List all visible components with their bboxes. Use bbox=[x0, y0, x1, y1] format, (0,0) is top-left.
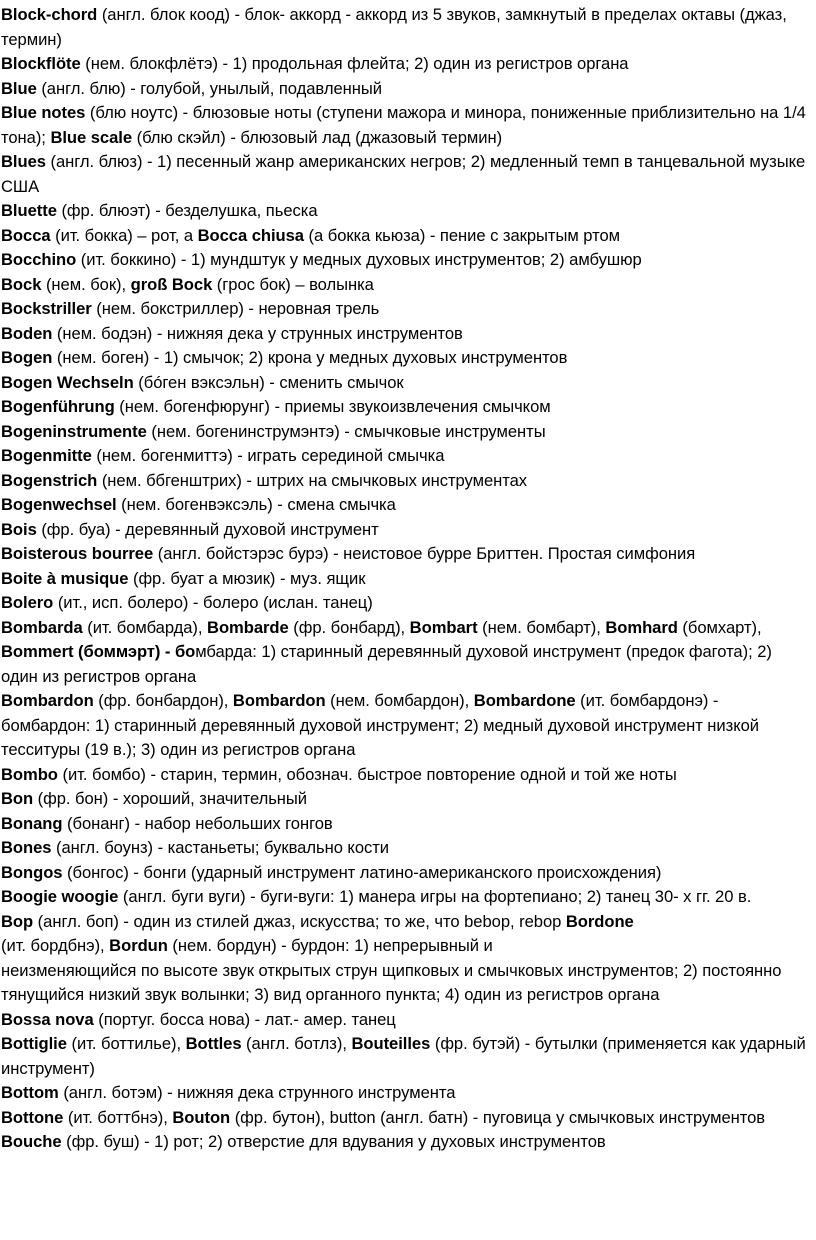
entry-definition: (бомхарт), bbox=[677, 617, 762, 637]
entry-definition: неизменяющийся по высоте звук открытых струн щипковых и смычковых инструментов; 2) постоянно тянущийся низкий звук волынки; 3) вид органного пункта; 4) один из регистров органа bbox=[1, 960, 782, 1004]
entry-term: Bombarde bbox=[207, 617, 289, 637]
entry-definition: (англ. ботэм) - нижняя дека струнного инструмента bbox=[58, 1083, 456, 1102]
entry-definition: (нем. ббгенштрих) - штрих на смычковых инструментах bbox=[97, 470, 528, 490]
entry-definition: (англ. боунз) - кастаньеты; буквально кости bbox=[51, 838, 390, 857]
dictionary-entry bbox=[1, 101, 808, 150]
entry-definition: (бонанг) - набор небольших гонгов bbox=[62, 813, 333, 833]
dictionary-entry bbox=[1, 346, 808, 371]
entry-definition: (бонгос) - бонги (ударный инструмент латино-американского происхождения) bbox=[62, 862, 662, 882]
entry-definition: (нем. богенвэксэль) - смена смычка bbox=[116, 495, 396, 514]
dictionary-entry bbox=[1, 1106, 808, 1131]
entry-term: Blue bbox=[1, 78, 37, 98]
entry-definition: (фр. буа) - деревянный духовой инструмент bbox=[36, 519, 379, 539]
entry-term: Bombart bbox=[409, 617, 478, 637]
entry-definition: (нем. блокфлётэ) - 1) продольная флейта; 2) один из регистров органа bbox=[80, 54, 629, 73]
entry-term: Bombardon bbox=[1, 691, 94, 710]
entry-term: Boite à musique bbox=[1, 568, 129, 588]
entry-term: Bouteilles bbox=[351, 1034, 431, 1053]
entry-term: Bock bbox=[1, 274, 42, 294]
dictionary-entry bbox=[1, 420, 808, 445]
dictionary-entry bbox=[1, 763, 808, 788]
dictionary-entry bbox=[1, 395, 808, 420]
dictionary-entry bbox=[1, 77, 808, 102]
entry-term: Bogenstrich bbox=[1, 470, 98, 490]
entry-term: Bombardon bbox=[232, 691, 326, 710]
entry-definition: (англ. боп) - один из стилей джаз, искусства; то же, что bebop, rebop bbox=[33, 911, 566, 931]
entry-definition: (нем. бок), bbox=[41, 274, 131, 294]
entry-definition: (ит. боккино) - 1) мундштук у медных духовых инструментов; 2) амбушюр bbox=[76, 250, 642, 269]
entry-term: Boogie woogie bbox=[1, 887, 119, 906]
entry-term: Bottone bbox=[1, 1107, 64, 1127]
entry-definition: (англ. буги вуги) - буги-вуги: 1) манера игры на фортепиано; 2) танец 30- х гг. 20 в. bbox=[118, 887, 752, 906]
entry-definition: (ит. бомбо) - старин, термин, обознач. быстрое повторение одной и той же ноты bbox=[57, 764, 677, 784]
entry-term: Blue scale bbox=[50, 127, 133, 147]
entry-term: Bogenführung bbox=[1, 397, 115, 416]
dictionary-entry bbox=[1, 1130, 808, 1155]
entry-definition: (англ. блюз) - 1) песенный жанр американских негров; 2) медленный темп в танцевальной музыке США bbox=[1, 152, 806, 196]
entry-term: Bois bbox=[1, 519, 37, 539]
entry-definition: (ит. бокка) – рот, а bbox=[50, 225, 198, 245]
entry-definition: (нем. богенфюрунг) - приемы звукоизвлечения смычком bbox=[114, 397, 551, 416]
entry-term: Bocchino bbox=[1, 250, 77, 269]
entry-term: Bockstriller bbox=[1, 299, 92, 318]
dictionary-entry bbox=[1, 297, 808, 322]
entry-term: Bommert (боммэрт) - бо bbox=[1, 642, 196, 661]
entry-term: Bombardone bbox=[473, 691, 576, 710]
dictionary-entry bbox=[1, 371, 808, 396]
entry-term: Bouton bbox=[172, 1107, 231, 1127]
entry-definition: (англ. ботлз), bbox=[241, 1034, 352, 1053]
entry-definition: (ит. боттбнэ), bbox=[63, 1107, 173, 1127]
entry-term: Bon bbox=[1, 789, 34, 808]
entry-definition: (ит. бомбарда), bbox=[82, 617, 208, 637]
entry-definition: (нем. бомбарт), bbox=[477, 617, 606, 637]
entry-term: Bogenwechsel bbox=[1, 495, 117, 514]
entry-term: Bop bbox=[1, 911, 34, 931]
entry-definition: (ит. бомбардонэ) - бомбардон: 1) старинный деревянный духовой инструмент; 2) медный духовой инструмент низкой тесситуры (19 в.); 3) один из регистров органа bbox=[1, 691, 759, 759]
entry-definition: (блю ноутс) - блюзовые ноты (ступени мажора и минора, пониженные приблизительно на 1/4 тона); bbox=[1, 103, 806, 147]
entry-term: Blues bbox=[1, 152, 46, 171]
dictionary-entry bbox=[1, 444, 808, 469]
dictionary-entry bbox=[1, 616, 808, 690]
entry-term: Bolero bbox=[1, 593, 54, 612]
entry-term: groß Bock bbox=[130, 274, 213, 294]
entry-definition: (фр. бонбардон), bbox=[93, 691, 233, 710]
entry-definition: (нем. бордун) - бурдон: 1) непрерывный и bbox=[167, 936, 493, 955]
dictionary-entry bbox=[1, 591, 808, 616]
entry-definition: (нем. бодэн) - нижняя дека у струнных инструментов bbox=[52, 323, 463, 343]
dictionary-entry bbox=[1, 1081, 808, 1106]
dictionary-entry bbox=[1, 542, 808, 567]
entry-term: Bogen Wechseln bbox=[1, 372, 134, 392]
entry-term: Bogeninstrumente bbox=[1, 421, 147, 441]
dictionary-entry bbox=[1, 787, 808, 812]
entry-term: Bones bbox=[1, 838, 52, 857]
entry-definition: (англ. бойстэрэс бурэ) - неистовое бурре Бриттен. Простая симфония bbox=[153, 544, 696, 563]
dictionary-entry bbox=[1, 812, 808, 837]
entry-term: Bluette bbox=[1, 201, 57, 220]
entry-definition: (ит. бордбнэ), bbox=[1, 936, 110, 955]
entry-term: Bongos bbox=[1, 862, 63, 882]
entry-definition: (португ. босса нова) - лат.- амер. танец bbox=[93, 1009, 396, 1029]
entry-definition: (англ. блю) - голубой, унылый, подавленный bbox=[36, 78, 382, 98]
dictionary-entry bbox=[1, 52, 808, 77]
dictionary-entry bbox=[1, 3, 808, 52]
dictionary-entry bbox=[1, 224, 808, 249]
dictionary-entry bbox=[1, 273, 808, 298]
entry-definition: (нем. боген) - 1) смычок; 2) крона у медных духовых инструментов bbox=[52, 348, 568, 367]
entry-term: Bordun bbox=[109, 936, 168, 955]
entry-definition: (грос бок) – волынка bbox=[212, 274, 374, 294]
entry-definition: (фр. бутон), button (англ. батн) - пуговица у смычковых инструментов bbox=[230, 1107, 766, 1127]
dictionary-entry bbox=[1, 567, 808, 592]
entry-definition: (фр. буат а мюзик) - муз. ящик bbox=[128, 568, 366, 588]
entry-term: Bottom bbox=[1, 1083, 59, 1102]
dictionary-entry bbox=[1, 248, 808, 273]
dictionary-entry bbox=[1, 689, 808, 763]
entry-definition: (фр. бон) - хороший, значительный bbox=[33, 789, 308, 808]
entry-term: Bottles bbox=[185, 1034, 242, 1053]
dictionary-entry bbox=[1, 493, 808, 518]
dictionary-entry bbox=[1, 1032, 808, 1081]
entry-term: Bocca bbox=[1, 225, 51, 245]
dictionary-entry bbox=[1, 518, 808, 543]
entry-term: Bossa nova bbox=[1, 1009, 94, 1029]
entry-term: Bombo bbox=[1, 764, 58, 784]
dictionary-entry bbox=[1, 861, 808, 886]
entry-definition: (нем. бокстриллер) - неровная трель bbox=[91, 299, 380, 318]
entry-definition: (ит., исп. болеро) - болеро (ислан. танец) bbox=[53, 593, 373, 612]
entry-term: Bordone bbox=[565, 911, 634, 931]
entry-definition: (фр. бутэй) - бутылки (применяется как ударный инструмент) bbox=[1, 1034, 806, 1078]
entry-definition: (англ. блок коод) - блок- аккорд - аккорд из 5 звуков, замкнутый в пределах октавы (джаз, термин) bbox=[1, 5, 787, 49]
dictionary-entry bbox=[1, 150, 808, 199]
entry-definition: (ит. боттилье), bbox=[66, 1034, 186, 1053]
entry-definition: (нем. бомбардон), bbox=[325, 691, 474, 710]
entry-term: Bonang bbox=[1, 813, 63, 833]
entry-term: Boden bbox=[1, 323, 53, 343]
entry-definition: (нем. богенмиттэ) - играть серединой смычка bbox=[91, 446, 445, 465]
entry-term: Bogen bbox=[1, 348, 53, 367]
entry-definition: (бóген вэксэльн) - сменить смычок bbox=[133, 372, 404, 392]
entry-term: Block-chord bbox=[1, 5, 98, 24]
dictionary-entry bbox=[1, 836, 808, 861]
dictionary-entry bbox=[1, 469, 808, 494]
dictionary-entry bbox=[1, 1008, 808, 1033]
entry-term: Boisterous bourree bbox=[1, 544, 154, 563]
entry-term: Blockflöte bbox=[1, 54, 81, 73]
entry-term: Bottiglie bbox=[1, 1034, 67, 1053]
dictionary-entry bbox=[1, 322, 808, 347]
entry-definition: мбарда: 1) старинный деревянный духовой инструмент (предок фагота); 2) один из регистров органа bbox=[1, 642, 772, 686]
entry-term: Bouche bbox=[1, 1132, 62, 1151]
entry-term: Bombarda bbox=[1, 617, 83, 637]
entry-definition: (а бокка кьюза) - пение с закрытым ртом bbox=[303, 225, 620, 245]
entry-term: Bomhard bbox=[605, 617, 678, 637]
entry-term: Bocca chiusa bbox=[197, 225, 304, 245]
dictionary-entry bbox=[1, 199, 808, 224]
entry-definition: (блю скэйл) - блюзовый лад (джазовый термин) bbox=[132, 127, 503, 147]
dictionary-entry bbox=[1, 910, 808, 1008]
dictionary-entry bbox=[1, 885, 808, 910]
entry-definition: (фр. блюэт) - безделушка, пьеска bbox=[56, 201, 318, 220]
entry-term: Blue notes bbox=[1, 103, 86, 122]
entry-definition: (фр. бонбард), bbox=[288, 617, 410, 637]
entry-definition: (фр. буш) - 1) рот; 2) отверстие для вдувания у духовых инструментов bbox=[61, 1132, 606, 1151]
entry-term: Bogenmitte bbox=[1, 446, 92, 465]
entry-definition: (нем. богенинструмэнтэ) - смычковые инструменты bbox=[146, 421, 546, 441]
